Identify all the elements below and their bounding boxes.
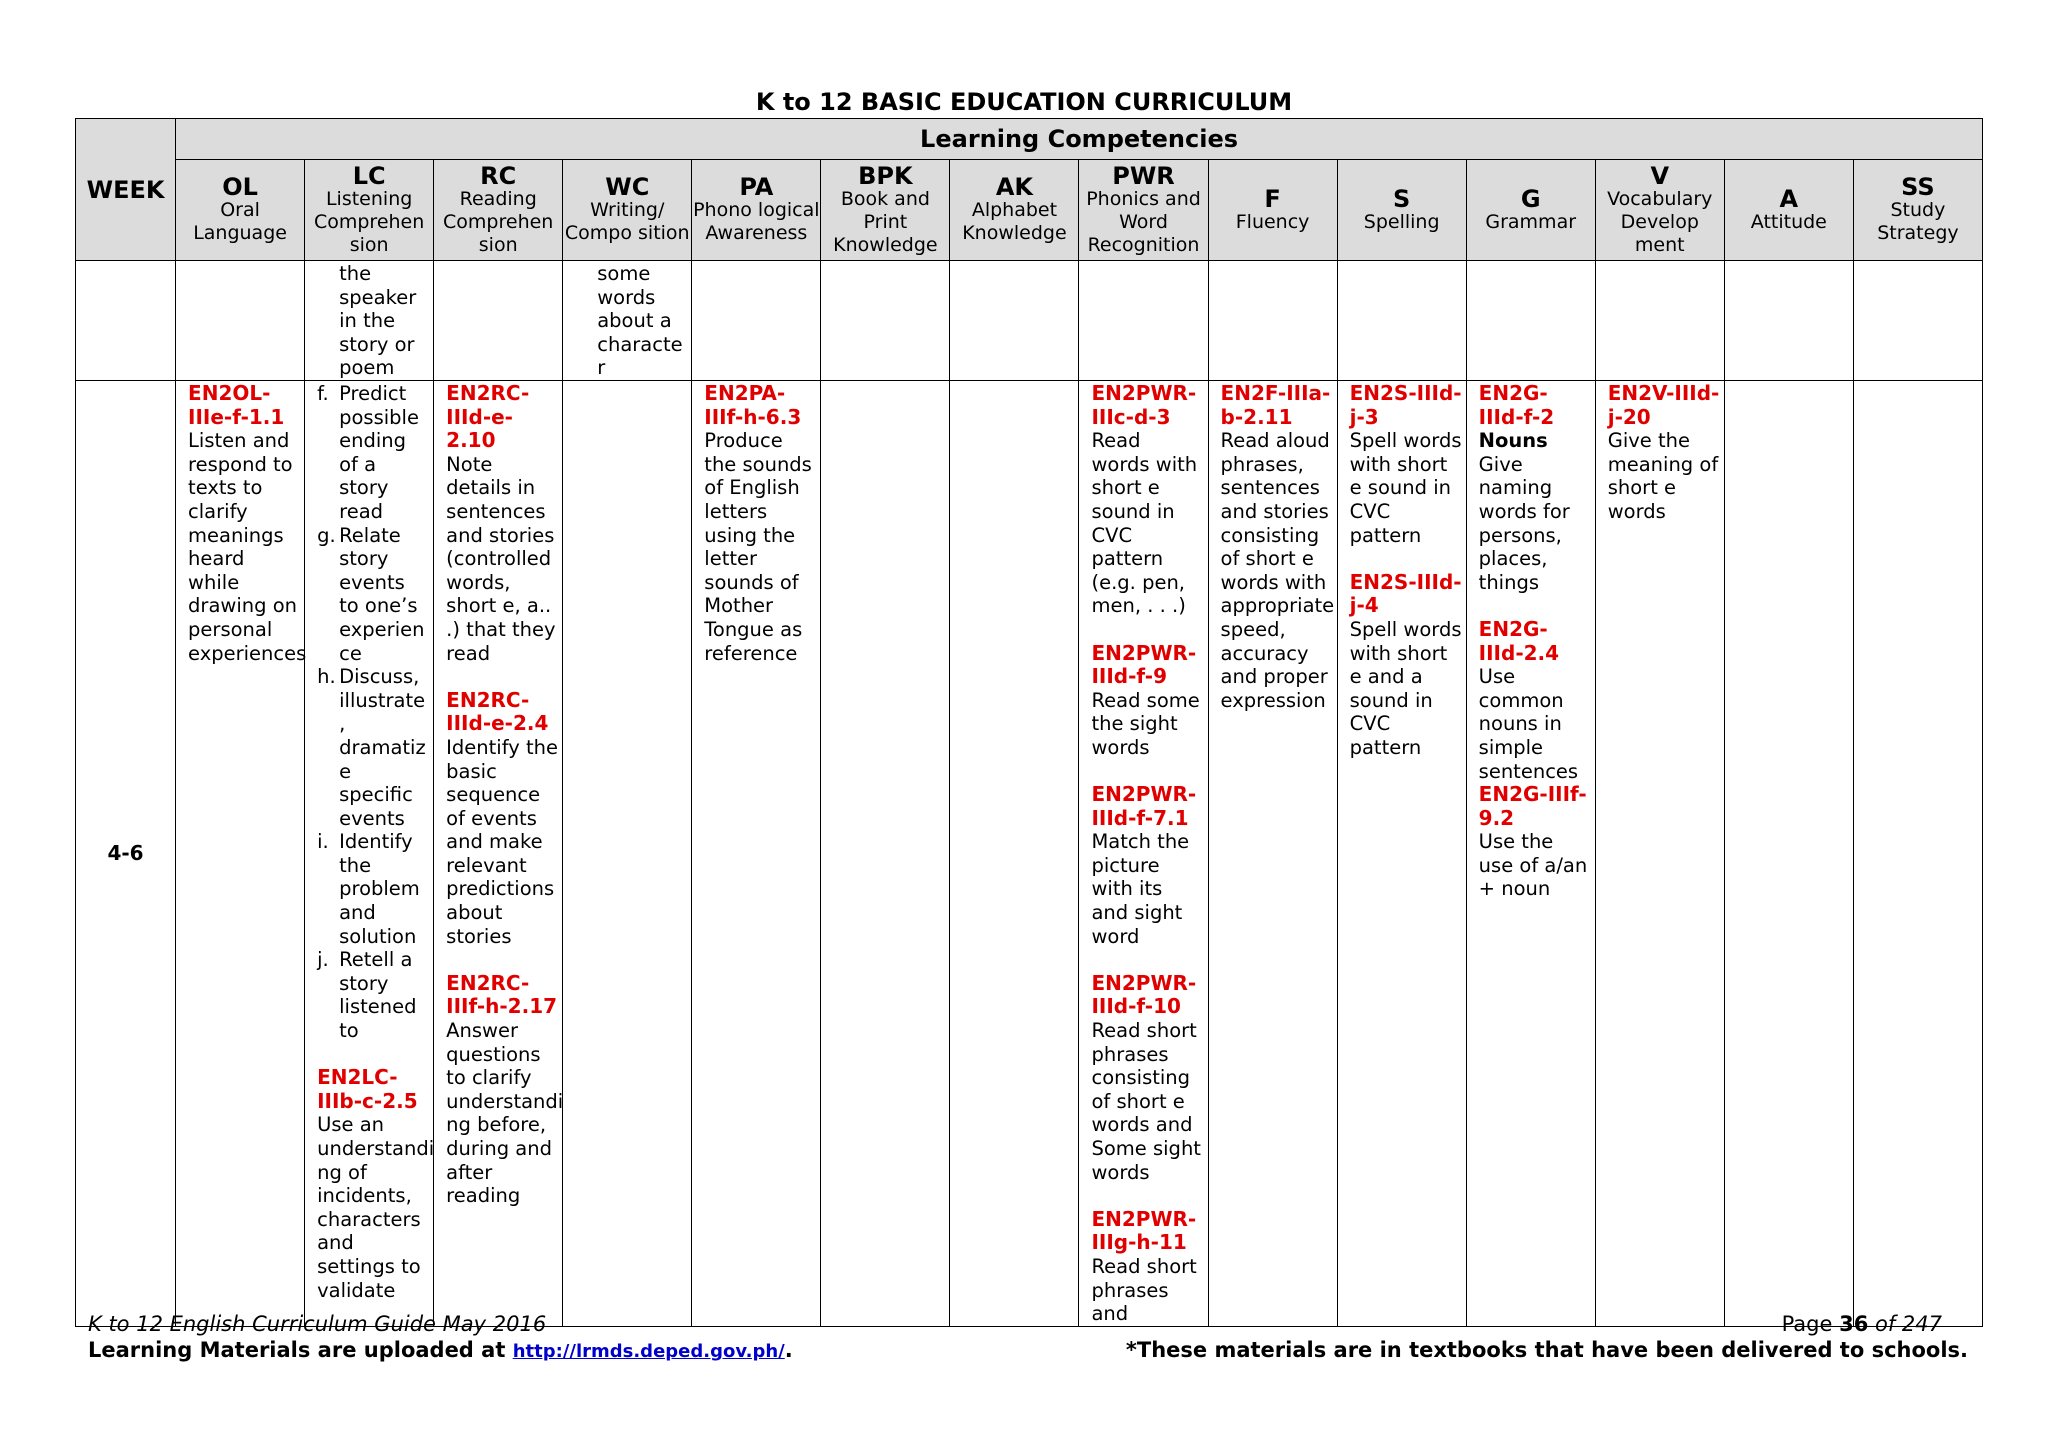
curriculum-table (75, 118, 1983, 1327)
ak-cell (950, 381, 1079, 1327)
v-text: Give the meaning of short e words (1607, 429, 1719, 523)
col-header-ss: SS Study Strategy (1853, 160, 1982, 261)
footer-uploaded: Learning Materials are uploaded at http://lrmds.deped.gov.ph/. (88, 1338, 793, 1362)
cont-wc-text: some words about a characte r (597, 262, 683, 380)
a-cell (1724, 381, 1853, 1327)
list-item: g. Relate story events to one’s experien ce (317, 523, 425, 665)
ol-text: Listen and respond to texts to clarify meanings heard while drawing on personal experiences (188, 429, 307, 665)
column-header-row (76, 160, 1983, 261)
ol-code: EN2OL-IIIe-f-1.1 (188, 381, 285, 429)
cont-ol-cell (176, 261, 305, 381)
rc-code-2: EN2RC-IIId-e-2.4 (446, 687, 549, 736)
pwr-code-2: EN2PWR-IIId-f-9 (1091, 640, 1197, 689)
cont-week-cell (76, 261, 176, 381)
v-cell (1595, 381, 1724, 1327)
v-code: EN2V-IIId-j-20 (1607, 381, 1720, 429)
footer-page: Page 36 of 247 (1781, 1312, 1942, 1336)
g-nouns-label: Nouns (1478, 429, 1548, 453)
ol-cell (176, 381, 305, 1327)
cont-rc-cell (434, 261, 563, 381)
lrmds-link[interactable]: http://lrmds.deped.gov.ph/ (512, 1341, 785, 1362)
footer-note: *These materials are in textbooks that have been delivered to schools. (1125, 1338, 1968, 1362)
pwr-code-5: EN2PWR-IIIg-h-11 (1091, 1206, 1197, 1255)
cont-v-cell (1595, 261, 1724, 381)
lc-code: EN2LC-IIIb-c-2.5 (317, 1065, 418, 1113)
pwr-text-2: Read some the sight words (1091, 688, 1200, 759)
col-header-f: F Fluency (1208, 160, 1337, 261)
f-code: EN2F-IIIa-b-2.11 (1220, 381, 1331, 429)
g-text-1: Give naming words for persons, places, things (1478, 452, 1570, 594)
list-item: h. Discuss, illustrate , dramatiz e specific events (317, 665, 426, 830)
f-text: Read aloud phrases, sentences and stories consisting of short e words with appropriate speed, accuracy and proper expression (1220, 429, 1335, 712)
g-code-3: EN2G-IIIf-9.2 (1478, 782, 1587, 830)
s-text-1: Spell words with short e sound in CVC pattern (1349, 429, 1462, 547)
cont-lc-cell (305, 261, 434, 381)
s-cell (1337, 381, 1466, 1327)
pwr-code-3: EN2PWR-IIId-f-7.1 (1091, 782, 1197, 830)
col-header-a: A Attitude (1724, 160, 1853, 261)
g-text-2: Use common nouns in simple sentences (1478, 665, 1579, 783)
document-title: K to 12 BASIC EDUCATION CURRICULUM (755, 88, 1293, 116)
bpk-cell (821, 381, 950, 1327)
cont-g-cell (1466, 261, 1595, 381)
col-header-lc: LC Listening Comprehen sion (305, 160, 434, 261)
cont-ak-cell (950, 261, 1079, 381)
pwr-cell (1079, 381, 1208, 1327)
rc-cell (434, 381, 563, 1327)
list-item: f. Predict possible ending of a story read (317, 382, 419, 523)
cont-pwr-cell (1079, 261, 1208, 381)
col-header-g: G Grammar (1466, 160, 1595, 261)
col-header-bpk: BPK Book and Print Knowledge (821, 160, 950, 261)
list-item: j. Retell a story listened to (317, 948, 417, 1043)
pwr-code-1: EN2PWR-IIIc-d-3 (1091, 381, 1197, 429)
col-header-pwr: PWR Phonics and Word Recognition (1079, 160, 1208, 261)
f-cell (1208, 381, 1337, 1327)
pwr-text-1: Read words with short e sound in CVC pattern (e.g. pen, men, . . .) (1091, 429, 1198, 618)
s-code-1: EN2S-IIId-j-3 (1349, 381, 1462, 429)
rc-code-1: EN2RC-IIId-e-2.10 (446, 381, 530, 453)
s-text-2: Spell words with short e and a sound in CVC pattern (1349, 617, 1462, 759)
learning-competencies-header: Learning Competencies (176, 119, 1983, 160)
cont-wc-cell (563, 261, 692, 381)
week-4-6-row (76, 381, 1983, 1327)
cont-pa-cell (692, 261, 821, 381)
page-number: 36 (1839, 1312, 1869, 1336)
lc-text: Use an understandi ng of incidents, characters and settings to validate (317, 1113, 435, 1302)
pwr-text-4: Read short phrases consisting of short e words and Some sight words (1091, 1019, 1201, 1184)
col-header-wc: WC Writing/ Compo sition (563, 160, 692, 261)
pwr-text-5: Read short phrases and (1091, 1254, 1197, 1326)
cont-a-cell (1724, 261, 1853, 381)
cont-lc-text: the speaker in the story or poem (339, 262, 417, 380)
col-header-v: V Vocabulary Develop ment (1595, 160, 1724, 261)
cont-bpk-cell (821, 261, 950, 381)
s-code-2: EN2S-IIId-j-4 (1349, 569, 1462, 618)
g-text-3: Use the use of a/an + noun (1478, 830, 1588, 901)
week-cell: 4-6 (76, 381, 176, 1327)
pa-text: Produce the sounds of English letters using the letter sounds of Mother Tongue as reference (704, 429, 812, 665)
g-code-2: EN2G-IIId-2.4 (1478, 616, 1560, 665)
col-header-rc: RC Reading Comprehen sion (434, 160, 563, 261)
col-header-s: S Spelling (1337, 160, 1466, 261)
lc-cell (305, 381, 434, 1327)
rc-text-2: Identify the basic sequence of events and make relevant predictions about stories (446, 735, 558, 948)
rc-text-1: Note details in sentences and stories (controlled words, short e, a.. .) that they read (446, 452, 556, 665)
pa-code: EN2PA-IIIf-h-6.3 (704, 381, 802, 429)
list-item: i. Identify the problem and solution (317, 830, 420, 948)
col-header-pa: PA Phono logical Awareness (692, 160, 821, 261)
col-header-ak: AK Alphabet Knowledge (950, 160, 1079, 261)
wc-cell (563, 381, 692, 1327)
cont-f-cell (1208, 261, 1337, 381)
lc-list (317, 382, 429, 1043)
g-cell (1466, 381, 1595, 1327)
week-header: WEEK (76, 119, 176, 261)
pwr-text-3: Match the picture with its and sight word (1091, 830, 1190, 948)
ss-cell (1853, 381, 1982, 1327)
cont-ss-cell (1853, 261, 1982, 381)
pa-cell (692, 381, 821, 1327)
rc-text-3: Answer questions to clarify understandi ng before, during and after reading (446, 1019, 564, 1208)
cont-s-cell (1337, 261, 1466, 381)
col-header-ol: OL Oral Language (176, 160, 305, 261)
continuation-row (76, 261, 1983, 381)
rc-code-3: EN2RC-IIIf-h-2.17 (446, 970, 558, 1019)
pwr-code-4: EN2PWR-IIId-f-10 (1091, 970, 1197, 1019)
g-code-1: EN2G-IIId-f-2 (1478, 381, 1555, 429)
footer-guide: K to 12 English Curriculum Guide May 2016 (88, 1312, 547, 1336)
